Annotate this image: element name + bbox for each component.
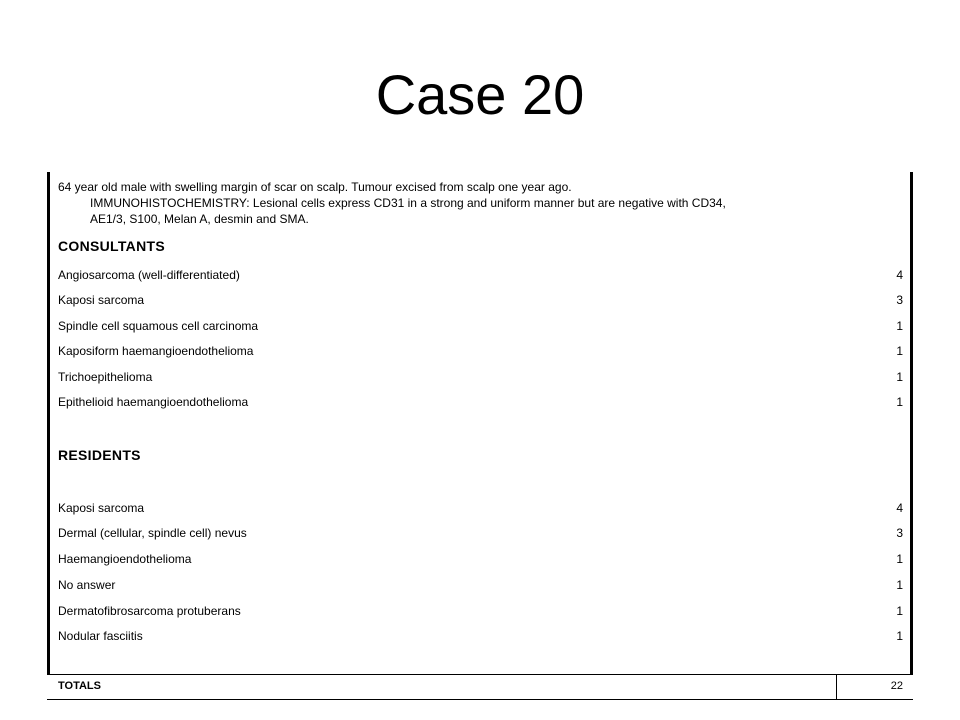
diagnosis-count: 1 bbox=[896, 370, 903, 384]
consultants-heading: CONSULTANTS bbox=[58, 238, 165, 254]
diagnosis-count: 1 bbox=[896, 604, 903, 618]
diagnosis-count: 1 bbox=[896, 629, 903, 643]
resident-row bbox=[58, 551, 903, 567]
diagnosis-count: 3 bbox=[896, 293, 903, 307]
diagnosis-label: Dermatofibrosarcoma protuberans bbox=[58, 604, 241, 618]
resident-row bbox=[58, 525, 903, 541]
diagnosis-label: Haemangioendothelioma bbox=[58, 552, 192, 566]
left-border bbox=[47, 172, 50, 674]
description-line: IMMUNOHISTOCHEMISTRY: Lesional cells express CD31 in a strong and uniform manner but are negative with CD34, bbox=[90, 196, 726, 210]
diagnosis-count: 1 bbox=[896, 578, 903, 592]
diagnosis-label: Spindle cell squamous cell carcinoma bbox=[58, 319, 259, 333]
resident-row bbox=[58, 628, 903, 644]
description-line: 64 year old male with swelling margin of scar on scalp. Tumour excised from scalp one year ago. bbox=[58, 180, 572, 194]
diagnosis-count: 1 bbox=[896, 395, 903, 409]
case-description bbox=[58, 179, 898, 227]
consultant-row bbox=[58, 394, 903, 410]
diagnosis-count: 1 bbox=[896, 319, 903, 333]
diagnosis-label: Kaposi sarcoma bbox=[58, 293, 145, 307]
resident-row bbox=[58, 500, 903, 516]
consultant-row bbox=[58, 267, 903, 283]
diagnosis-label: Epithelioid haemangioendothelioma bbox=[58, 395, 249, 409]
residents-heading: RESIDENTS bbox=[58, 447, 141, 463]
resident-row bbox=[58, 603, 903, 619]
diagnosis-label: Trichoepithelioma bbox=[58, 370, 153, 384]
diagnosis-label: No answer bbox=[58, 578, 116, 592]
totals-divider bbox=[836, 675, 837, 699]
consultant-row bbox=[58, 369, 903, 385]
consultant-row bbox=[58, 292, 903, 308]
totals-label: TOTALS bbox=[58, 680, 101, 692]
slide-title: Case 20 bbox=[375, 63, 585, 126]
diagnosis-count: 3 bbox=[896, 526, 903, 540]
resident-row bbox=[58, 577, 903, 593]
description-line: AE1/3, S100, Melan A, desmin and SMA. bbox=[90, 212, 309, 226]
diagnosis-label: Dermal (cellular, spindle cell) nevus bbox=[58, 526, 247, 540]
diagnosis-label: Kaposi sarcoma bbox=[58, 501, 145, 515]
diagnosis-count: 4 bbox=[896, 268, 903, 282]
right-border bbox=[910, 172, 913, 674]
consultant-row bbox=[58, 343, 903, 359]
totals-row bbox=[47, 674, 913, 700]
diagnosis-count: 1 bbox=[896, 552, 903, 566]
diagnosis-count: 4 bbox=[896, 501, 903, 515]
diagnosis-label: Nodular fasciitis bbox=[58, 629, 143, 643]
case-table bbox=[47, 172, 913, 698]
diagnosis-label: Kaposiform haemangioendothelioma bbox=[58, 344, 254, 358]
diagnosis-count: 1 bbox=[896, 344, 903, 358]
diagnosis-label: Angiosarcoma (well-differentiated) bbox=[58, 268, 240, 282]
consultant-row bbox=[58, 318, 903, 334]
totals-value: 22 bbox=[890, 680, 903, 692]
